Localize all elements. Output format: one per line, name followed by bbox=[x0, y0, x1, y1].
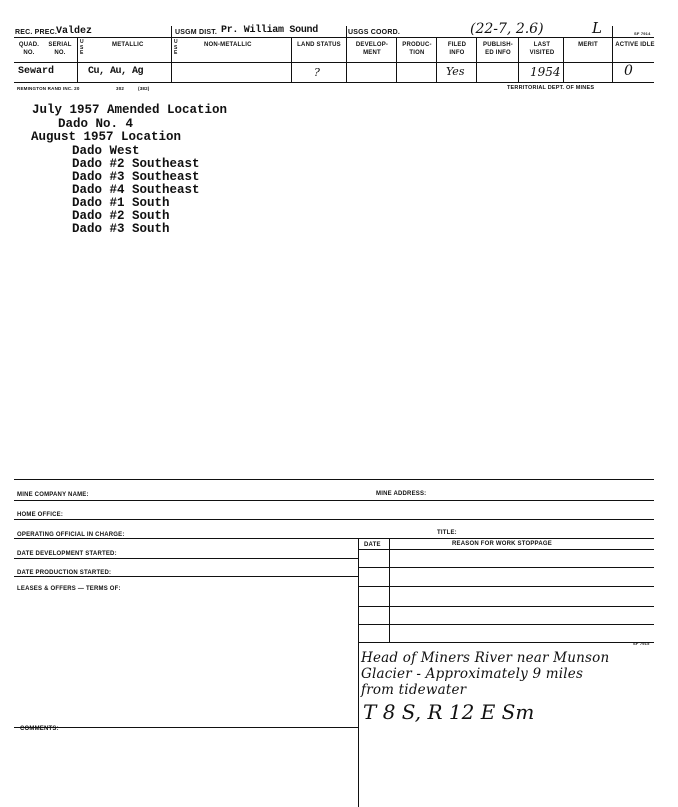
divider-v bbox=[389, 538, 390, 642]
col-use-2: U S E bbox=[174, 39, 178, 56]
divider-v bbox=[518, 38, 519, 83]
mine-company-name-label: MINE COMPANY NAME: bbox=[17, 492, 89, 498]
divider-v bbox=[171, 26, 172, 38]
col-non-metallic: NON-METALLIC bbox=[204, 42, 252, 48]
footer-rule bbox=[358, 567, 654, 568]
row-filed-info: Yes bbox=[446, 65, 465, 78]
divider-v bbox=[396, 38, 397, 83]
location-item: Dado #3 South bbox=[72, 222, 170, 236]
location-line-1: July 1957 Amended Location bbox=[32, 103, 228, 117]
footer-rule bbox=[14, 727, 358, 728]
row-active-idle: 0 bbox=[624, 63, 633, 79]
col-land-status: LAND STATUS bbox=[297, 42, 341, 48]
location-item: Dado #2 Southeast bbox=[72, 157, 200, 171]
col-metallic: METALLIC bbox=[112, 42, 144, 48]
header-top-rule bbox=[14, 37, 654, 38]
footer-rule bbox=[358, 549, 654, 550]
divider-v bbox=[77, 38, 78, 83]
leases-label: LEASES & OFFERS — TERMS OF: bbox=[17, 586, 121, 592]
divider-v bbox=[291, 38, 292, 83]
footer-rule bbox=[358, 624, 654, 625]
col-active-idle: ACTIVE IDLE bbox=[615, 42, 655, 48]
corner-mark: L bbox=[592, 19, 602, 37]
date-dev-started-label: DATE DEVELOPMENT STARTED: bbox=[17, 551, 117, 557]
divider-v bbox=[612, 26, 613, 38]
hand-line-3: from tidewater bbox=[361, 682, 467, 698]
col-last-visited: LAST VISITED bbox=[529, 42, 555, 56]
footer-rule bbox=[14, 500, 654, 501]
footer-top-rule bbox=[14, 479, 654, 480]
divider-v bbox=[563, 38, 564, 83]
divider-v bbox=[346, 38, 347, 83]
comments-label: COMMENTS: bbox=[20, 726, 59, 732]
usgm-dist-value: Pr. William Sound bbox=[221, 25, 318, 36]
hand-line-2: Glacier - Approximately 9 miles bbox=[361, 666, 584, 682]
footer-rule bbox=[14, 519, 654, 520]
col-use-1: U S E bbox=[80, 39, 84, 56]
form-number-top: SF 7914 bbox=[634, 31, 651, 36]
usgs-coord-label: USGS COORD. bbox=[348, 29, 400, 36]
rec-prec-value: Valdez bbox=[56, 26, 93, 37]
footer-rule bbox=[14, 538, 654, 539]
footer-rule bbox=[358, 586, 654, 587]
footer-rule bbox=[358, 642, 654, 643]
usgm-dist-label: USGM DIST. bbox=[175, 29, 218, 36]
printer-code-2: (382) bbox=[138, 86, 150, 91]
usgs-coord-value: (22-7, 2.6) bbox=[470, 21, 544, 37]
printer-note: REMINGTON RAND INC. 20 bbox=[17, 86, 80, 91]
divider-v bbox=[612, 38, 613, 83]
col-serial-no: SERIAL NO. bbox=[48, 42, 72, 56]
reason-column-label: REASON FOR WORK STOPPAGE bbox=[452, 541, 552, 547]
col-production: PRODUC-TION bbox=[402, 42, 432, 56]
location-item: Dado #4 Southeast bbox=[72, 183, 200, 197]
header-mid-rule bbox=[14, 62, 654, 63]
row-last-visited: 1954 bbox=[530, 65, 561, 79]
date-column-label: DATE bbox=[364, 542, 381, 548]
col-development: DEVELOP-MENT bbox=[355, 42, 389, 56]
operating-official-label: OPERATING OFFICIAL IN CHARGE: bbox=[17, 532, 125, 538]
col-published-info: PUBLISH-ED INFO bbox=[483, 42, 513, 56]
footer-rule bbox=[14, 576, 358, 577]
divider-v bbox=[171, 38, 172, 83]
rec-prec-label: REC. PREC. bbox=[15, 29, 58, 36]
title-label: TITLE: bbox=[437, 530, 457, 536]
home-office-label: HOME OFFICE: bbox=[17, 512, 64, 518]
location-item: Dado #2 South bbox=[72, 209, 170, 223]
row-serial-no: Cu, Au, Ag bbox=[88, 66, 144, 77]
footer-rule bbox=[358, 606, 654, 607]
divider-v bbox=[476, 38, 477, 83]
location-item: Dado #3 Southeast bbox=[72, 170, 200, 184]
location-item: Dado West bbox=[72, 144, 140, 158]
divider-v bbox=[436, 38, 437, 83]
location-line-2: Dado No. 4 bbox=[58, 117, 134, 131]
col-quad-no: QUAD. NO. bbox=[18, 42, 40, 56]
hand-line-1: Head of Miners River near Munson bbox=[361, 650, 610, 666]
hand-line-4: T 8 S, R 12 E Sm bbox=[363, 700, 535, 724]
row-land-status: ? bbox=[314, 66, 320, 79]
col-filed-info: FILED INFO bbox=[447, 42, 467, 56]
header-bottom-rule bbox=[14, 82, 654, 83]
territorial-dept: TERRITORIAL DEPT. OF MINES bbox=[507, 85, 595, 91]
date-prod-started-label: DATE PRODUCTION STARTED: bbox=[17, 570, 112, 576]
mine-address-label: MINE ADDRESS: bbox=[376, 491, 427, 497]
printer-code: 302 bbox=[116, 86, 125, 91]
location-line-3: August 1957 Location bbox=[31, 130, 182, 144]
footer-rule bbox=[14, 558, 358, 559]
form-number-bottom: SF 7915 bbox=[633, 641, 650, 646]
divider-v bbox=[358, 538, 359, 807]
divider-v bbox=[346, 26, 347, 38]
row-quad-no: Seward bbox=[18, 66, 55, 77]
col-merit: MERIT bbox=[578, 42, 598, 48]
location-item: Dado #1 South bbox=[72, 196, 170, 210]
